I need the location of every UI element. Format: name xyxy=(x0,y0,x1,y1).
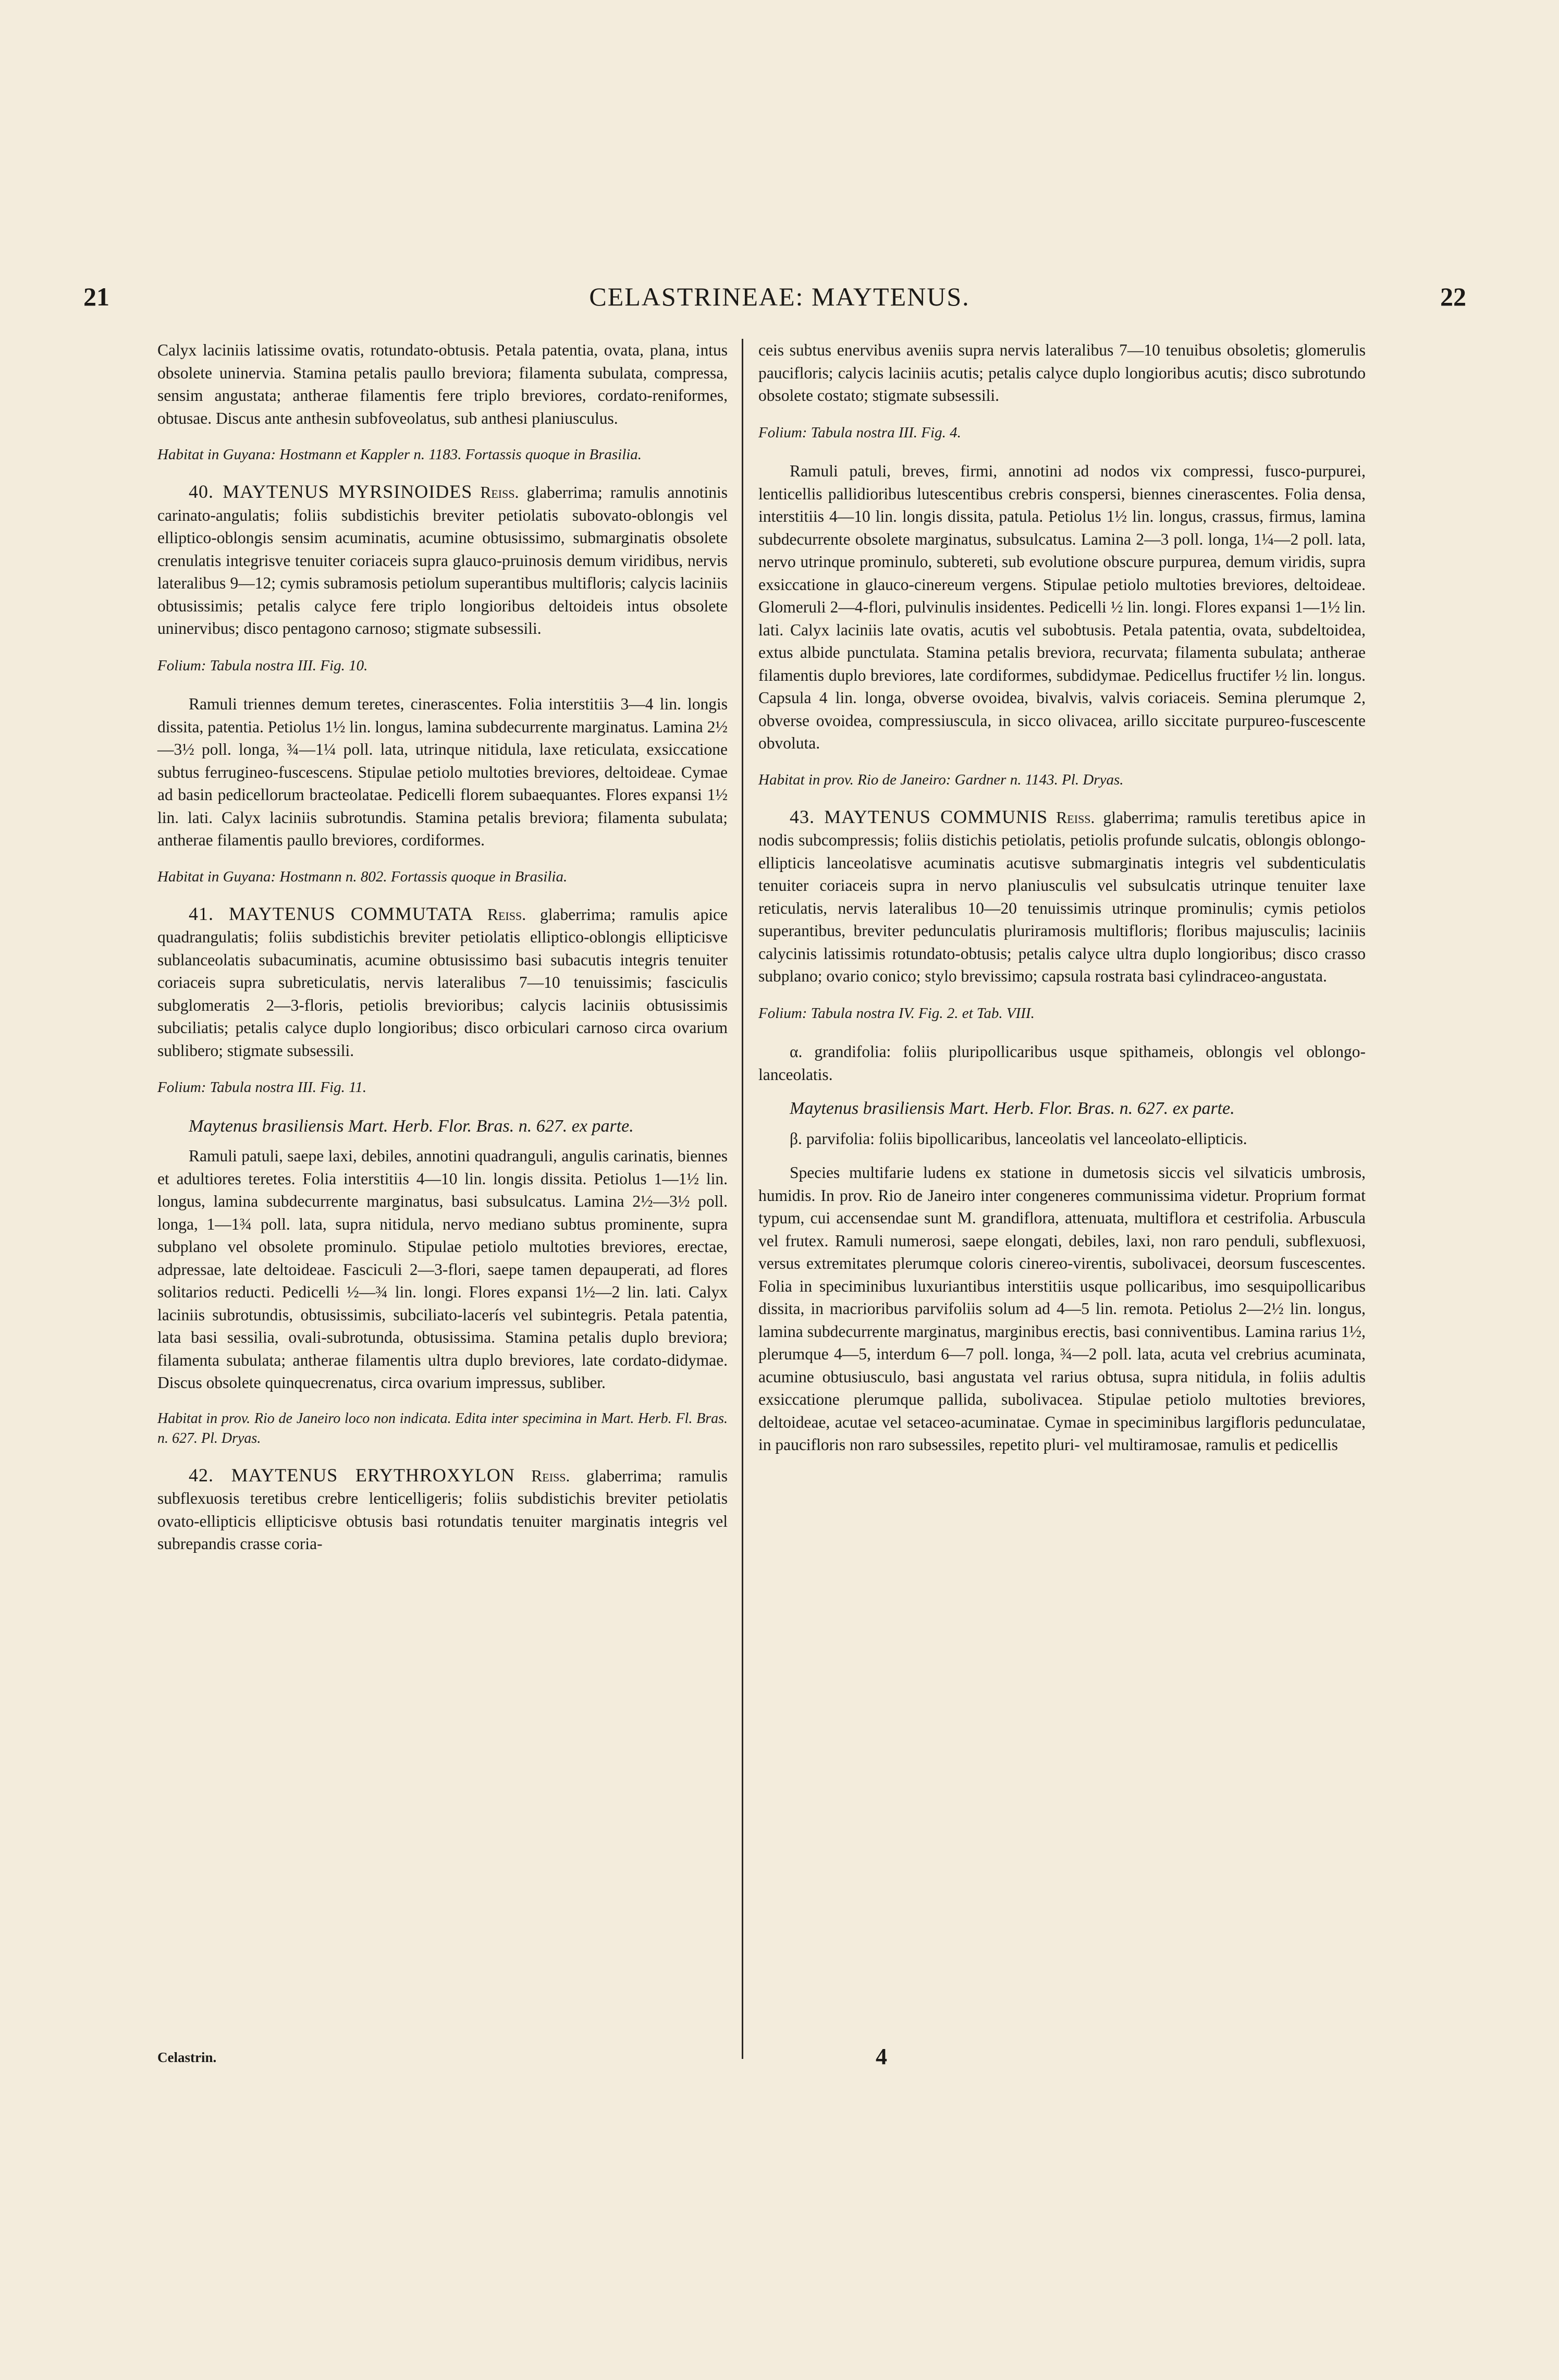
species-43-description: Species multifarie ludens ex statione in dumetosis siccis vel silvaticis umbrosis, humidis. In prov. Rio de Janeiro inter congeneres communissima videtur. Proprium format typum, cui accensendae sunt M. grandiflora, attenuata, multiflora et cestrifolia. Arbuscula vel frutex. Ramuli numerosi, saepe elongati, debiles, laxi, non raro penduli, subflexuosi, versus extremitates plerumque coloris cinereo-virentis, subolivacei, deorsum fuscescentes. Folia in speciminibus luxuriantibus interstitiis usque pollicaribus, imo sesquipollicaribus dissita, in macrioribus parvifoliis solum ad 4—5 lin. remota. Petiolus 2—2½ lin. longus, lamina subdecurrente marginatus, marginibus erectis, basi conniventibus. Lamina rarius 1½, plerumque 4—5, interdum 6—7 poll. longa, ¾—2 poll. lata, acuta vel crebrius acuminata, acumine obtusiusculo, basi angustata vel rarius obtusa, supra nitidula, in foliis adultis exsiccatione plerumque pallida, subolivacea. Stipulae petiolo multoties breviores, deltoideae, acutae vel setaceo-acuminatae. Cymae in speciminibus largifloris pedunculatae, in paucifloris non raro subsessiles, repetito pluri- vel multiramosae, ramulis et pedicellis xyxy=(758,1163,1366,1454)
figure-reference: Folium: Tabula nostra III. Fig. 4. xyxy=(758,424,961,441)
species-40-diagnosis xyxy=(157,481,728,640)
species-42-diagnosis xyxy=(157,1464,728,1555)
synonym: Maytenus brasiliensis Mart. Herb. Flor. Bras. n. 627. ex parte. xyxy=(790,1099,1235,1118)
species-40-author: Reiss. xyxy=(480,483,519,501)
species-41-text: glaberrima; ramulis apice quadrangulatis; foliis subdistichis breviter petiolatis elliptico-oblongis ellipticisve sublanceolatis subacuminatis, acumine obtusissimo basi subacutis integris tenuiter coriaceis supra subreticulatis, nervis lateralibus 7—10 tenuissimis; fasciculis subglomeratis 2—3-floris, petiolis brevioribus; calycis laciniis obtusissimis subciliatis; petalis calyce duplo longioribus; disco orbiculari carnoso circa ovarium sublibero; stigmate subsessili. xyxy=(157,905,728,1060)
species-40-heading: 40. MAYTENUS MYRSINOIDES xyxy=(189,481,473,502)
signature-mark-left: Celastrin. xyxy=(157,2050,217,2065)
page-number-left: 21 xyxy=(83,282,109,311)
habitat-note: Habitat in prov. Rio de Janeiro: Gardner n. 1143. Pl. Dryas. xyxy=(758,771,1124,788)
variety-alpha: α. grandifolia: foliis pluripollicaribus usque spithameis, oblongis vel oblongo-lanceolatis. xyxy=(758,1042,1366,1084)
species-43-text: glaberrima; ramulis teretibus apice in nodis subcompressis; foliis distichis petiolatis, petiolis profunde sulcatis, oblongis oblongo-ellipticis lanceolatisve acuminatis acutisve submarginatis integris vel subdenticulatis tenuiter coriaceis supra in nervo planiusculis vel subsulcatis utrinque tenuiter laxe reticulatis, nervis lateralibus 10—20 tenuissimis utrinque prominulis; cymis petiolos superantibus, breviter pedunculatis pluriramosis multifloris; floribus majusculis; laciniis calycinis latissimis rotundato-obtusis; petalis calyce ultra duplo longioribus; disco crasso subplano; ovario conico; stylo brevissimo; capsula rostrata basi cylindraceo-angustata. xyxy=(758,808,1366,985)
column-divider xyxy=(742,339,743,2059)
calyx-paragraph: Calyx laciniis latissime ovatis, rotundato-obtusis. Petala patentia, ovata, plana, intus obsolete uninervia. Stamina petalis paullo breviora; filamenta subulata, compressa, sensim angustata; antherae filamentis fere triplo breviores, cordato-reniformes, obtusae. Discus ante anthesin subfoveolatus, sub anthesi planiusculus. xyxy=(157,341,728,427)
habitat-note: Habitat in prov. Rio de Janeiro loco non indicata. Edita inter specimina in Mart. Herb. Fl. Bras. n. 627. Pl. Dryas. xyxy=(157,1410,728,1446)
species-40-text: glaberrima; ramulis annotinis carinato-angulatis; foliis subdistichis breviter petiolatis subovato-oblongis vel elliptico-oblongis sensim acuminatis, acumine obtusissimo, submarginatis obsolete crenulatis integrisve tenuiter coriaceis supra glauco-pruinosis demum viridibus, nervis lateralibus 9—12; cymis subramosis petiolum superantibus multifloris; calycis laciniis obtusissimis; petalis calyce fere triplo longioribus deltoideis intus obsolete uninervibus; disco pentagono carnoso; stigmate subsessili. xyxy=(157,483,728,637)
species-41-heading: 41. MAYTENUS COMMUTATA xyxy=(189,903,474,924)
species-42-text: glaberrima; ramulis subflexuosis teretibus crebre lenticelligeris; foliis subdistichis breviter petiolatis ovato-ellipticis ellipticisve obtusis basi rotundatis tenuiter marginatis integris vel subrepandis crasse coria- xyxy=(157,1466,728,1553)
page-title: CELASTRINEAE: MAYTENUS. xyxy=(589,282,970,311)
species-40-description: Ramuli triennes demum teretes, cinerascentes. Folia interstitiis 3—4 lin. longis dissita, patentia. Petiolus 1½ lin. longus, lamina subdecurrente marginatus. Lamina 2½—3½ poll. longa, ¾—1¼ poll. lata, utrinque nitidula, laxe reticulata, exsiccatione subtus ferrugineo-fuscescens. Stipulae petiolo multoties breviores, deltoideae. Cymae ad basin pedicellorum bracteolatae. Pedicelli florem subaequantes. Flores expansi 1½ lin. lati. Calyx laciniis subrotundis. Stamina petalis breviora; filamenta subulata; antherae filamentis paullo breviores, cordiformes. xyxy=(157,695,728,849)
page-number-right: 22 xyxy=(1440,282,1466,311)
habitat-note: Habitat in Guyana: Hostmann et Kappler n. 1183. Fortassis quoque in Brasilia. xyxy=(157,446,642,463)
species-41-diagnosis xyxy=(157,903,728,1062)
species-42-description: Ramuli patuli, breves, firmi, annotini ad nodos vix compressi, fusco-purpurei, lenticellis pallidioribus lutescentibus crebris conspersi, biennes cinerascentes. Folia densa, interstitiis 4—10 lin. longis dissita, patula. Petiolus 1½ lin. longus, crassus, firmus, lamina subdecurrente obsolete marginatus, subsulcatus. Lamina 2—3 poll. longa, 1¼—2 poll. lata, nervo utrinque prominulo, subtereti, sub evolutione obscure purpurea, demum viridis, supra exsiccatione in glauco-cinereum vergens. Stipulae petiolo multoties breviores, deltoideae. Glomeruli 2—4-flori, pulvinulis insidentes. Pedicelli ½ lin. longi. Flores expansi 1—1½ lin. lati. Calyx laciniis late ovatis, acutis vel subobtusis. Petala patentia, ovata, subdeltoidea, extus albide punctulata. Stamina petalis breviora, recurvata; filamenta subulata; antherae filamentis duplo breviores, late cordiformes, subdidymae. Pedicellus fructifer ½ lin. longus. Capsula 4 lin. longa, obverse ovoidea, bivalvis, valvis coriaceis. Semina plerumque 2, obverse ovoidea, compressiuscula, in sicco olivacea, arillo siccitate purpureo-fuscescente obvoluta. xyxy=(758,462,1366,752)
species-43-diagnosis xyxy=(758,806,1366,988)
species-42-author: Reiss. xyxy=(531,1466,570,1485)
variety-beta: β. parvifolia: foliis bipollicaribus, lanceolatis vel lanceolato-ellipticis. xyxy=(790,1129,1247,1148)
figure-reference: Folium: Tabula nostra III. Fig. 10. xyxy=(157,657,368,674)
running-head xyxy=(0,281,1559,323)
species-42-heading: 42. MAYTENUS ERYTHROXYLON xyxy=(189,1464,515,1486)
synonym: Maytenus brasiliensis Mart. Herb. Flor. Bras. n. 627. ex parte. xyxy=(189,1116,634,1136)
species-42-continuation: ceis subtus enervibus aveniis supra nervis lateralibus 7—10 tenuibus obsoletis; glomerulis paucifloris; calycis laciniis acutis; petalis calyce duplo longioribus acutis; disco subrotundo obsolete costato; stigmate subsessili. xyxy=(758,341,1366,404)
species-43-author: Reiss. xyxy=(1056,808,1095,827)
species-43-heading: 43. MAYTENUS COMMUNIS xyxy=(790,806,1048,827)
species-41-author: Reiss. xyxy=(487,905,526,924)
signature-mark-right: 4 xyxy=(876,2044,887,2069)
left-column xyxy=(157,339,728,1567)
figure-reference: Folium: Tabula nostra IV. Fig. 2. et Tab. VIII. xyxy=(758,1004,1035,1022)
habitat-note: Habitat in Guyana: Hostmann n. 802. Fortassis quoque in Brasilia. xyxy=(157,868,568,885)
figure-reference: Folium: Tabula nostra III. Fig. 11. xyxy=(157,1079,367,1096)
right-column xyxy=(758,339,1366,1468)
species-41-description: Ramuli patuli, saepe laxi, debiles, annotini quadranguli, angulis carinatis, biennes et adultiores teretes. Folia interstitiis 4—10 lin. longis dissita. Petiolus 1—1½ lin. longus, lamina subdecurrente marginatus, basi subsulcatus. Lamina 2½—3½ poll. longa, 1—1¾ poll. lata, supra nitidula, nervo mediano subtus prominente, supra subplano vel obsolete prominulo. Stipulae petiolo multoties breviores, erectae, adpressae, late deltoideae. Fasciculi 2—3-flori, saepe tamen depauperati, ad flores solitarios reducti. Pedicelli ½—¾ lin. longi. Flores expansi 1½—2 lin. lati. Calyx laciniis subrotundis, obtusissimis, subciliato-lacerís vel subintegris. Petala patentia, lata basi sessilia, ovali-subrotunda, obtusissima. Stamina petalis duplo breviora; filamenta subulata; antherae filamentis ultra duplo breviores, late cordato-didymae. Discus obsolete quinquecrenatus, circa ovarium impressus, subliber. xyxy=(157,1147,728,1392)
